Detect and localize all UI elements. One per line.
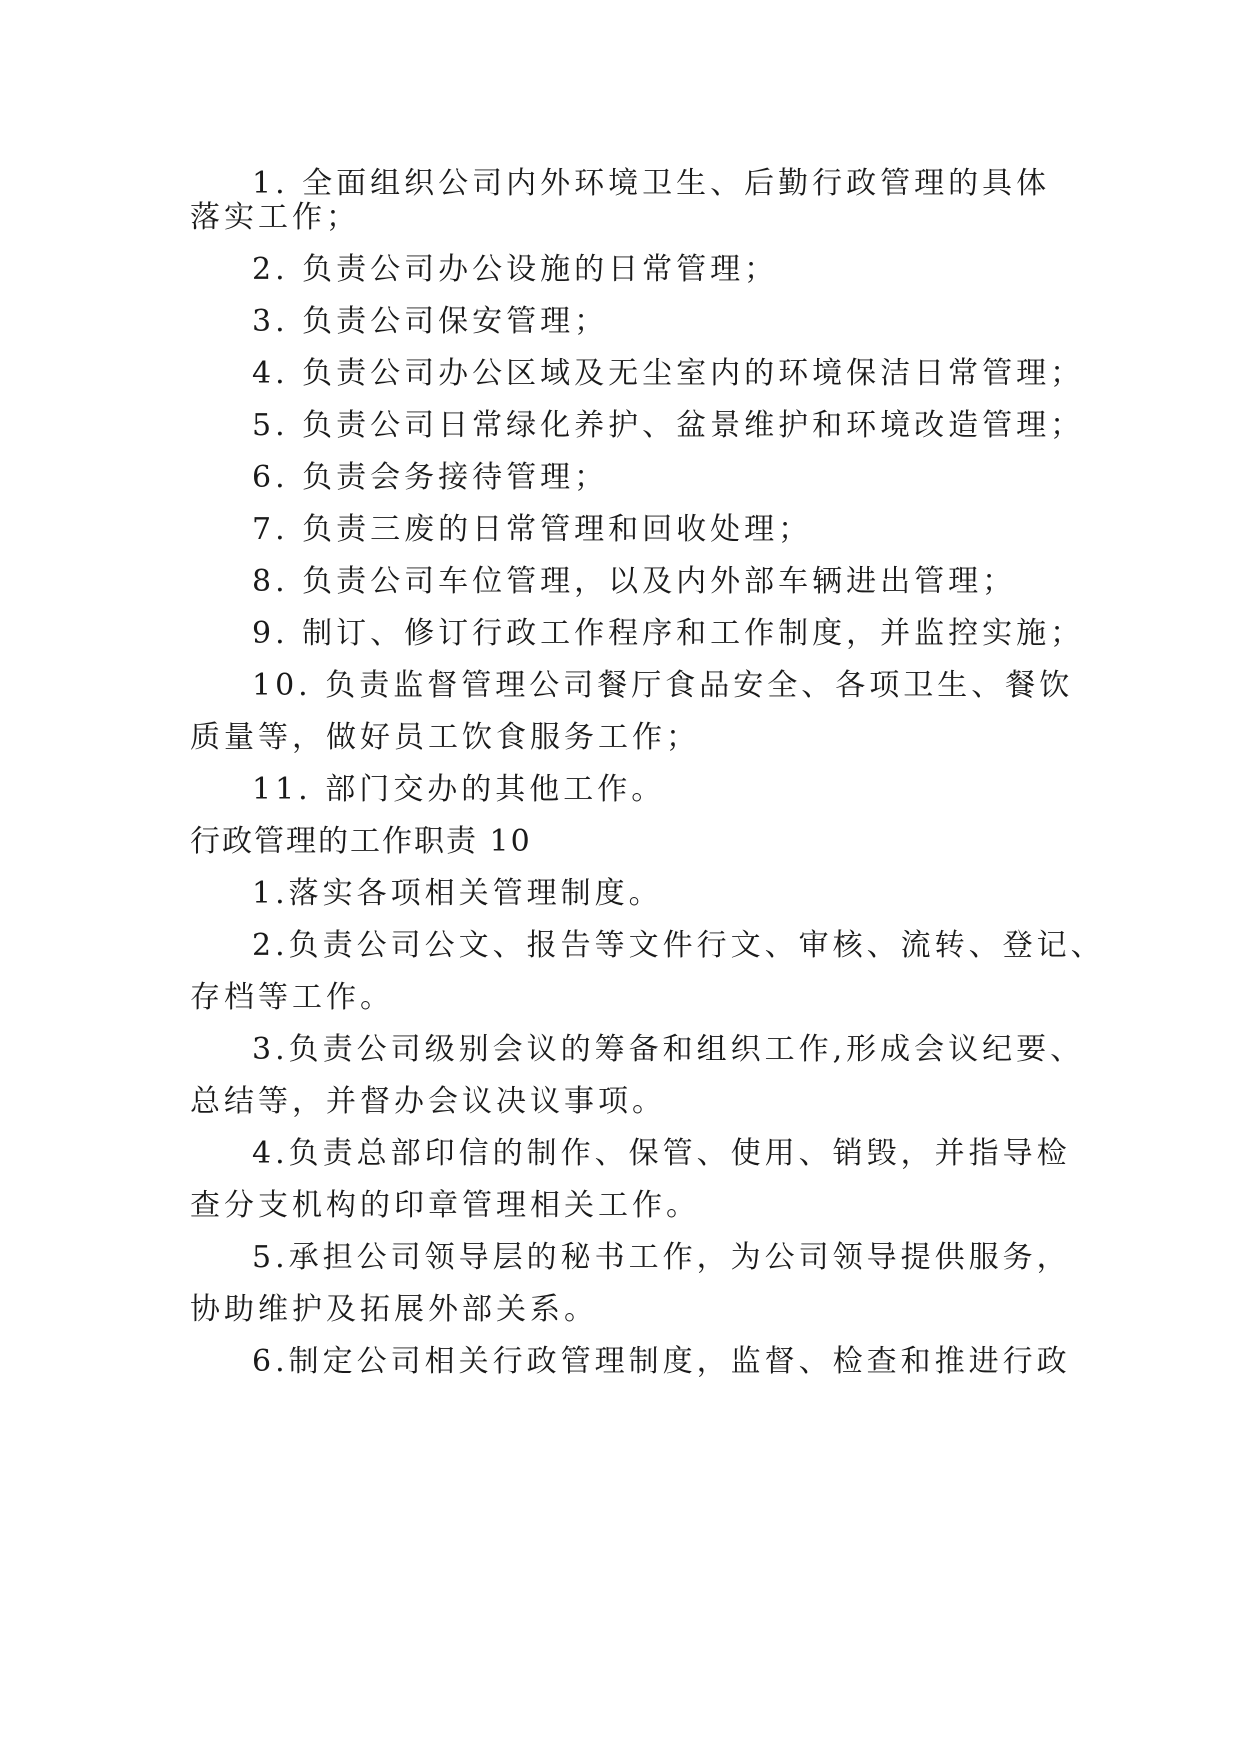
list-item-line: 5. 负责公司日常绿化养护、盆景维护和环境改造管理； xyxy=(252,408,1085,443)
list-item-line: 10. 负责监督管理公司餐厅食品安全、各项卫生、餐饮 xyxy=(252,668,1074,703)
list-item-continuation: 质量等，做好员工饮食服务工作； xyxy=(190,720,700,755)
list-item-line: 4. 负责公司办公区域及无尘室内的环境保洁日常管理； xyxy=(252,356,1085,391)
list-item-continuation: 协助维护及拓展外部关系。 xyxy=(190,1292,598,1327)
list-item-continuation: 查分支机构的印章管理相关工作。 xyxy=(190,1188,700,1223)
list-item-continuation: 存档等工作。 xyxy=(190,980,394,1015)
list-item-line: 2.负责公司公文、报告等文件行文、审核、流转、登记、 xyxy=(252,928,1105,963)
list-item-line: 3. 负责公司保安管理； xyxy=(252,304,609,339)
list-item-line: 4.负责总部印信的制作、保管、使用、销毁，并指导检 xyxy=(252,1136,1071,1171)
list-item-line: 9. 制订、修订行政工作程序和工作制度，并监控实施； xyxy=(252,616,1085,651)
list-item-continuation: 总结等，并督办会议决议事项。 xyxy=(190,1084,666,1119)
list-item-line: 8. 负责公司车位管理，以及内外部车辆进出管理； xyxy=(252,564,1017,599)
list-item-line: 1. 全面组织公司内外环境卫生、后勤行政管理的具体 xyxy=(252,166,1051,201)
list-item-continuation: 落实工作； xyxy=(190,200,360,235)
list-item-line: 6. 负责会务接待管理； xyxy=(252,460,609,495)
section-heading: 行政管理的工作职责 10 xyxy=(190,824,532,859)
list-item-line: 7. 负责三废的日常管理和回收处理； xyxy=(252,512,813,547)
list-item-line: 5.承担公司领导层的秘书工作，为公司领导提供服务， xyxy=(252,1240,1071,1275)
list-item-line: 1.落实各项相关管理制度。 xyxy=(252,876,663,911)
list-item-line: 6.制定公司相关行政管理制度，监督、检查和推进行政 xyxy=(252,1344,1071,1379)
list-item-line: 3.负责公司级别会议的筹备和组织工作,形成会议纪要、 xyxy=(252,1032,1085,1067)
list-item-line: 11. 部门交办的其他工作。 xyxy=(252,772,666,807)
list-item-line: 2. 负责公司办公设施的日常管理； xyxy=(252,252,779,287)
